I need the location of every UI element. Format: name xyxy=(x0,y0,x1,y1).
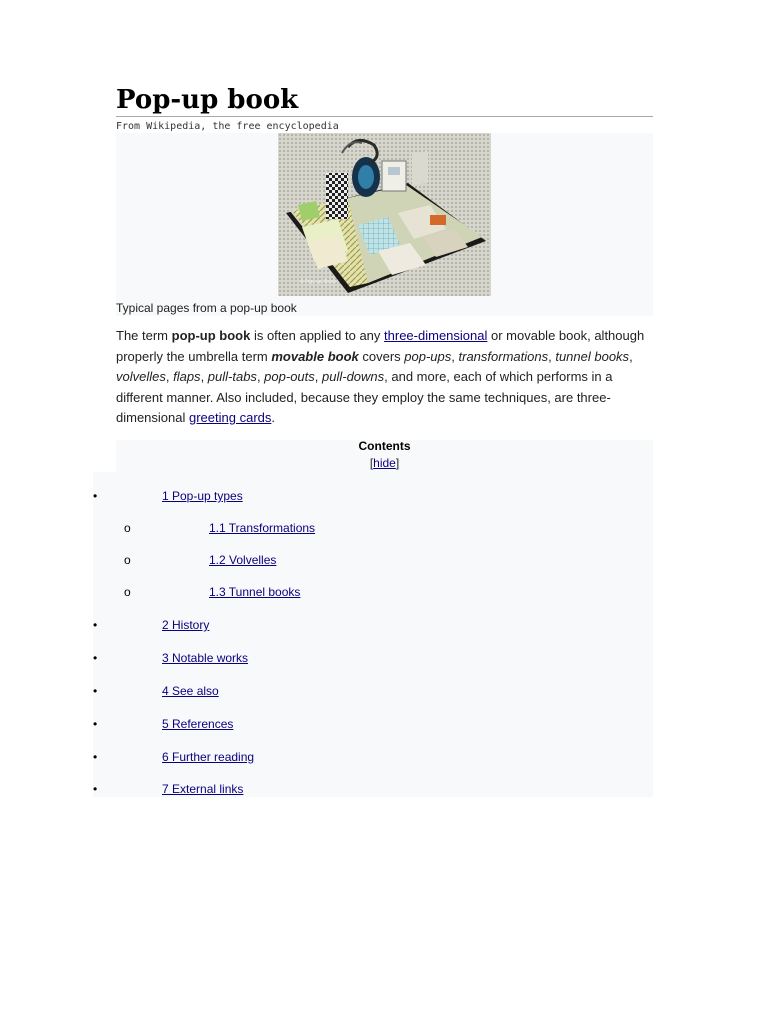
term-pull-tabs: pull-tabs xyxy=(207,369,257,384)
intro-text: , xyxy=(165,369,174,384)
term-pop-outs: pop-outs xyxy=(264,369,315,384)
term-pop-up-book: pop-up book xyxy=(171,328,251,343)
toc-item-notable-works[interactable]: 3 Notable works xyxy=(162,651,249,665)
popup-book-photo[interactable] xyxy=(278,133,491,296)
toc-bullet: • xyxy=(93,782,98,796)
intro-text: or movable book, although properly the umbrella term xyxy=(116,328,645,364)
link-greeting-cards[interactable]: greeting cards xyxy=(189,410,272,425)
toc-bullet: • xyxy=(93,750,98,764)
infobox xyxy=(116,133,653,316)
toc-bullet: • xyxy=(93,717,98,731)
intro-text: , xyxy=(314,369,322,384)
intro-text: , xyxy=(256,369,265,384)
term-pull-downs: pull-downs xyxy=(322,369,385,384)
intro-text: , xyxy=(548,348,556,364)
toc-bracket: ] xyxy=(395,456,400,470)
toc-bullet: • xyxy=(93,684,98,698)
svg-text:A Pop-up Book: A Pop-up Book xyxy=(300,279,337,285)
toc-toggle xyxy=(116,456,653,471)
intro-text: , and more, each of which performs in a different manner. Also included, because they employ the same techniques, are three-dimensional xyxy=(116,369,613,425)
toc-subbullet: o xyxy=(124,521,131,535)
toc-bracket: [ xyxy=(369,456,374,470)
toc-item-pop-up-types[interactable]: 1 Pop-up types xyxy=(162,489,243,503)
link-three-dimensional[interactable]: three-dimensional xyxy=(384,328,488,343)
term-volvelles: volvelles xyxy=(116,369,166,384)
toc-item-volvelles[interactable]: 1.2 Volvelles xyxy=(209,553,277,567)
page-title: Pop-up book xyxy=(116,84,653,117)
popup-book-illustration xyxy=(278,133,491,296)
toc-item-further-reading[interactable]: 6 Further reading xyxy=(162,750,255,764)
intro-paragraph xyxy=(116,326,653,429)
toc-heading: Contents xyxy=(358,439,411,453)
term-tunnel-books: tunnel books xyxy=(555,348,630,364)
toc-subbullet: o xyxy=(124,553,131,567)
toc-subbullet: o xyxy=(124,585,131,599)
toc-item-transformations[interactable]: 1.1 Transformations xyxy=(209,521,316,535)
term-transformations: transformations xyxy=(458,348,549,364)
toc-item-external-links[interactable]: 7 External links xyxy=(162,782,244,796)
toc-container-overflow xyxy=(93,472,123,797)
toc-item-references[interactable]: 5 References xyxy=(162,717,234,731)
term-pop-ups: pop-ups xyxy=(404,348,452,364)
intro-text: , xyxy=(629,348,633,364)
toc-item-see-also[interactable]: 4 See also xyxy=(162,684,219,698)
intro-text: , xyxy=(451,348,459,364)
intro-text: , xyxy=(200,369,208,384)
term-movable-book: movable book xyxy=(271,348,359,364)
term-flaps: flaps xyxy=(173,369,201,384)
toc-item-history[interactable]: 2 History xyxy=(162,618,210,632)
intro-text: covers xyxy=(358,348,405,364)
toc-bullet: • xyxy=(93,489,98,503)
toc-bullet: • xyxy=(93,618,98,632)
image-caption: Typical pages from a pop-up book xyxy=(116,301,297,315)
toc-bullet: • xyxy=(93,651,98,665)
intro-text: The term xyxy=(116,328,172,343)
toc-hide-link[interactable]: hide xyxy=(373,456,396,470)
intro-text: . xyxy=(271,410,276,425)
intro-text: is often applied to any xyxy=(250,328,385,343)
site-tagline: From Wikipedia, the free encyclopedia xyxy=(116,121,339,132)
toc-item-tunnel-books[interactable]: 1.3 Tunnel books xyxy=(209,585,301,599)
